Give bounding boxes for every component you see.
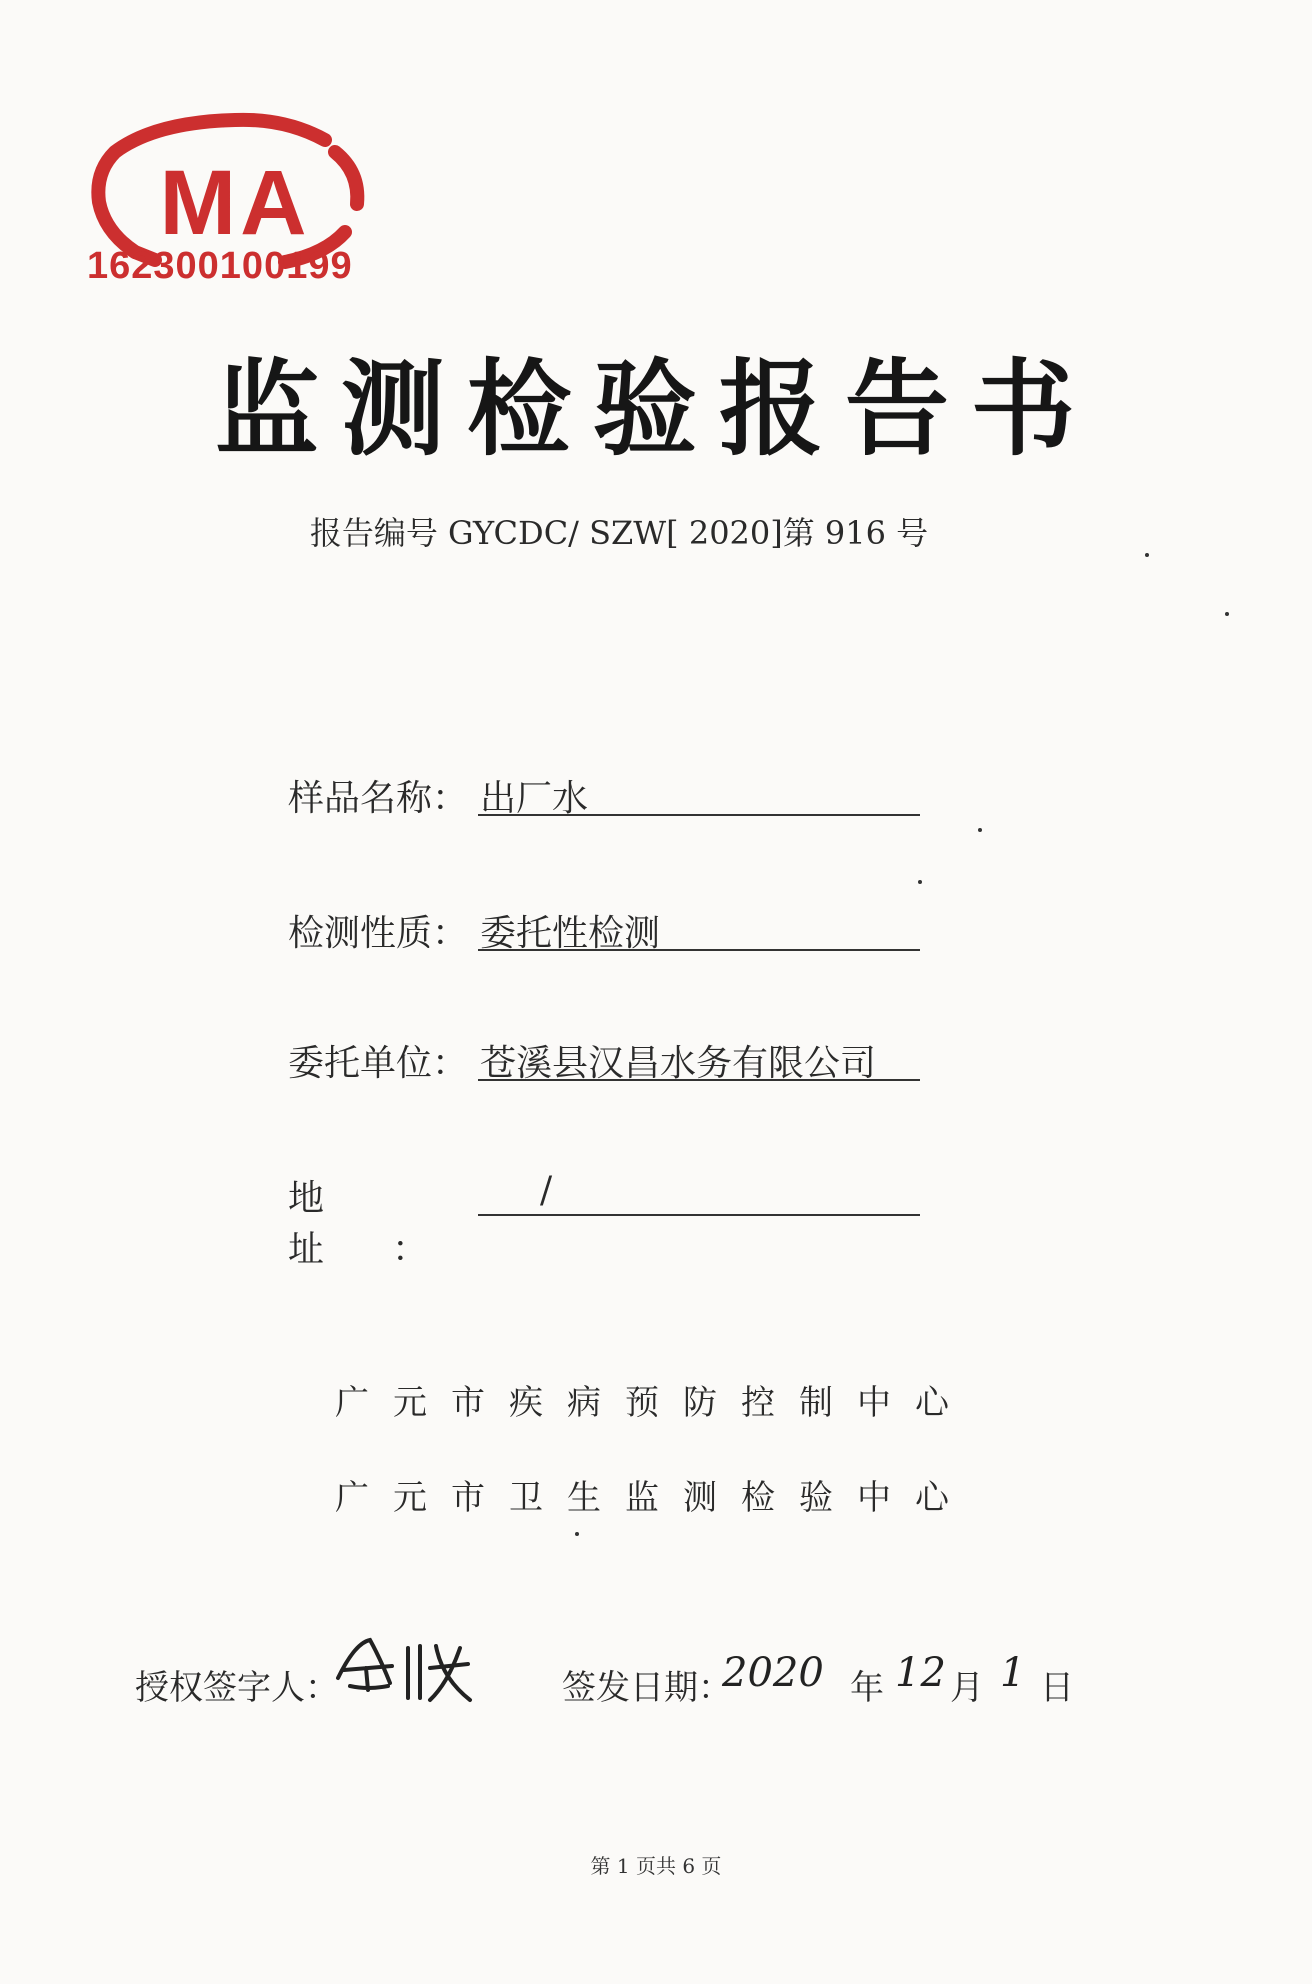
scan-speck (575, 1532, 579, 1536)
field-value: 出厂水 (478, 770, 920, 816)
scan-speck (978, 828, 982, 832)
organization-name: 广元市卫生监测检验中心 (335, 1478, 973, 1518)
field-value: / (478, 1170, 920, 1216)
field-label: 检测性质： (288, 913, 469, 954)
page-footer: 第 1 页共 6 页 (590, 1854, 722, 1878)
field-test-nature (288, 905, 661, 956)
issue-date-year: 2020 (722, 1650, 824, 1696)
issue-date-month: 12 (895, 1650, 946, 1696)
scan-speck (1225, 612, 1229, 616)
scan-speck (918, 880, 922, 884)
field-address (288, 1170, 553, 1272)
field-label: 委托单位： (288, 1043, 469, 1084)
field-value: 苍溪县汉昌水务有限公司 (478, 1035, 920, 1081)
issue-date-day-unit: 日 (1040, 1668, 1074, 1708)
field-value: 委托性检测 (478, 905, 920, 951)
report-number: 报告编号 GYCDC/ SZW[ 2020]第 916 号 (309, 514, 929, 552)
scan-speck (1145, 553, 1149, 557)
handwritten-signature (330, 1628, 480, 1708)
stamp-letters: MA (159, 152, 311, 254)
issue-date-month-unit: 月 (950, 1668, 984, 1708)
issue-date-day: 1 (1000, 1650, 1026, 1696)
field-sample-name (288, 770, 589, 821)
field-label: 地 址： (288, 1178, 497, 1270)
issue-date-year-unit: 年 (850, 1668, 884, 1708)
document-title: 监测检验报告书 (214, 348, 1097, 470)
organization-name: 广元市疾病预防控制中心 (335, 1383, 973, 1423)
cma-code: 162300100199 (87, 245, 353, 287)
signatory-label: 授权签字人： (135, 1668, 339, 1708)
field-client (288, 1035, 877, 1086)
issue-date-label: 签发日期： (562, 1668, 732, 1708)
field-label: 样品名称： (288, 778, 469, 819)
